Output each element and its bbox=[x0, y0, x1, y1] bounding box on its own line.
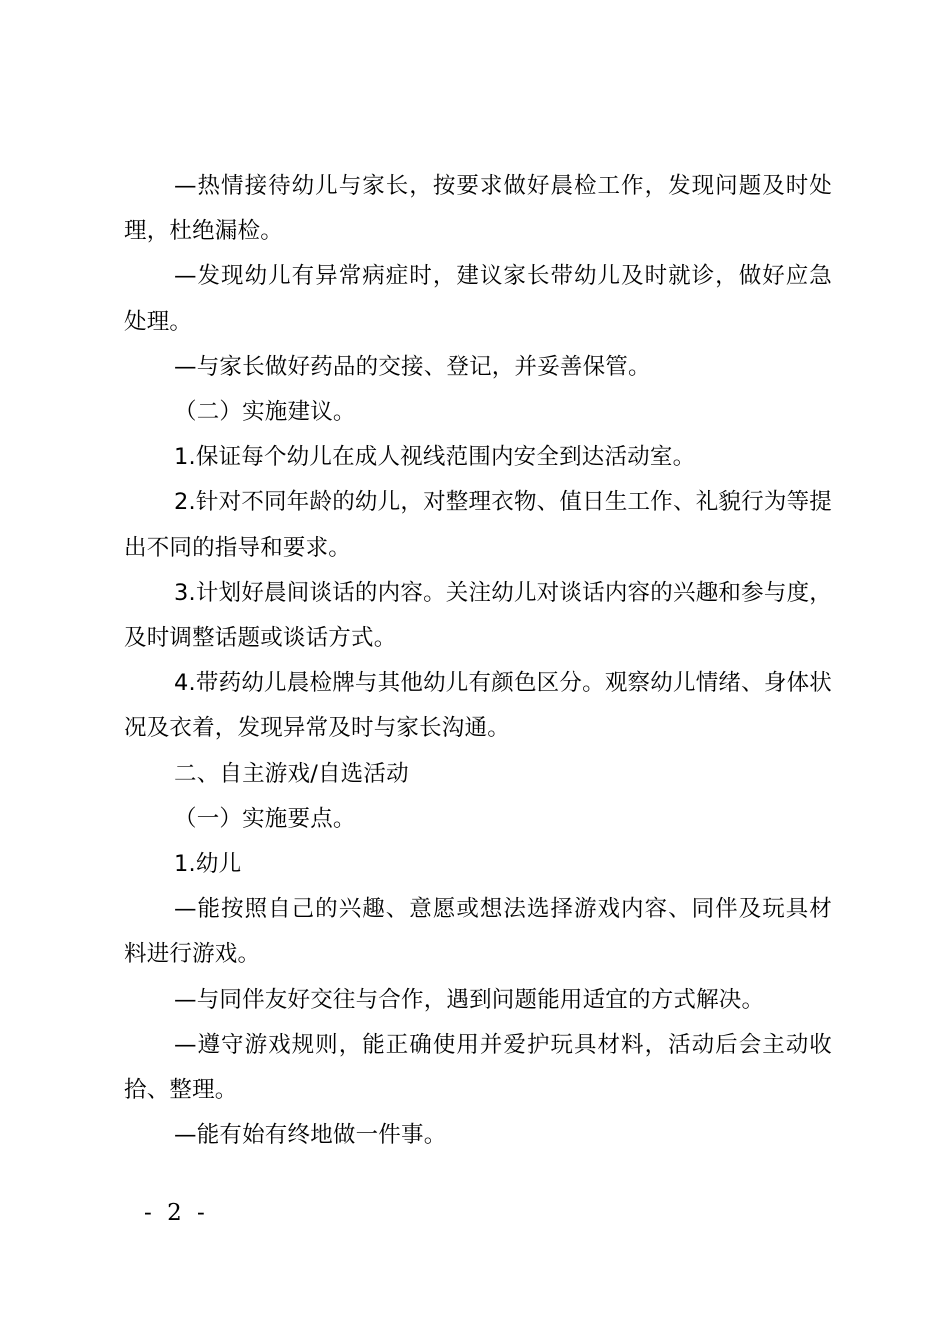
paragraph-choose-games: —能按照自己的兴趣、意愿或想法选择游戏内容、同伴及玩具材料进行游戏。 bbox=[124, 896, 832, 968]
section-heading-free-play: 二、自主游戏/自选活动 bbox=[174, 760, 409, 787]
page-number: - 2 - bbox=[144, 1200, 209, 1226]
subheading-key-points: （一）实施要点。 bbox=[174, 805, 356, 832]
list-item-2-guidance: 2.针对不同年龄的幼儿，对整理衣物、值日生工作、礼貌行为等提出不同的指导和要求。 bbox=[124, 489, 832, 561]
paragraph-game-rules: —遵守游戏规则，能正确使用并爱护玩具材料，活动后会主动收拾、整理。 bbox=[124, 1031, 832, 1104]
list-item-4-medicine-tag: 4.带药幼儿晨检牌与其他幼儿有颜色区分。观察幼儿情绪、身体状况及衣着，发现异常及时与家长沟通。 bbox=[124, 670, 832, 742]
list-item-1-safety: 1.保证每个幼儿在成人视线范围内安全到达活动室。 bbox=[174, 444, 696, 471]
document-body bbox=[124, 164, 832, 1158]
subheading-children: 1.幼儿 bbox=[174, 851, 242, 878]
paragraph-illness-handling: —发现幼儿有异常病症时，建议家长带幼儿及时就诊，做好应急处理。 bbox=[124, 263, 832, 335]
paragraph-cooperation: —与同伴友好交往与合作，遇到问题能用适宜的方式解决。 bbox=[174, 986, 765, 1013]
paragraph-finish-task: —能有始有终地做一件事。 bbox=[174, 1122, 447, 1149]
paragraph-medicine-handover: —与家长做好药品的交接、登记，并妥善保管。 bbox=[174, 353, 651, 380]
list-item-3-morning-talk: 3.计划好晨间谈话的内容。关注幼儿对谈话内容的兴趣和参与度，及时调整话题或谈话方式。 bbox=[124, 579, 832, 652]
paragraph-morning-check: —热情接待幼儿与家长，按要求做好晨检工作，发现问题及时处理，杜绝漏检。 bbox=[124, 173, 832, 245]
subheading-implementation-suggestions: （二）实施建议。 bbox=[174, 399, 356, 426]
